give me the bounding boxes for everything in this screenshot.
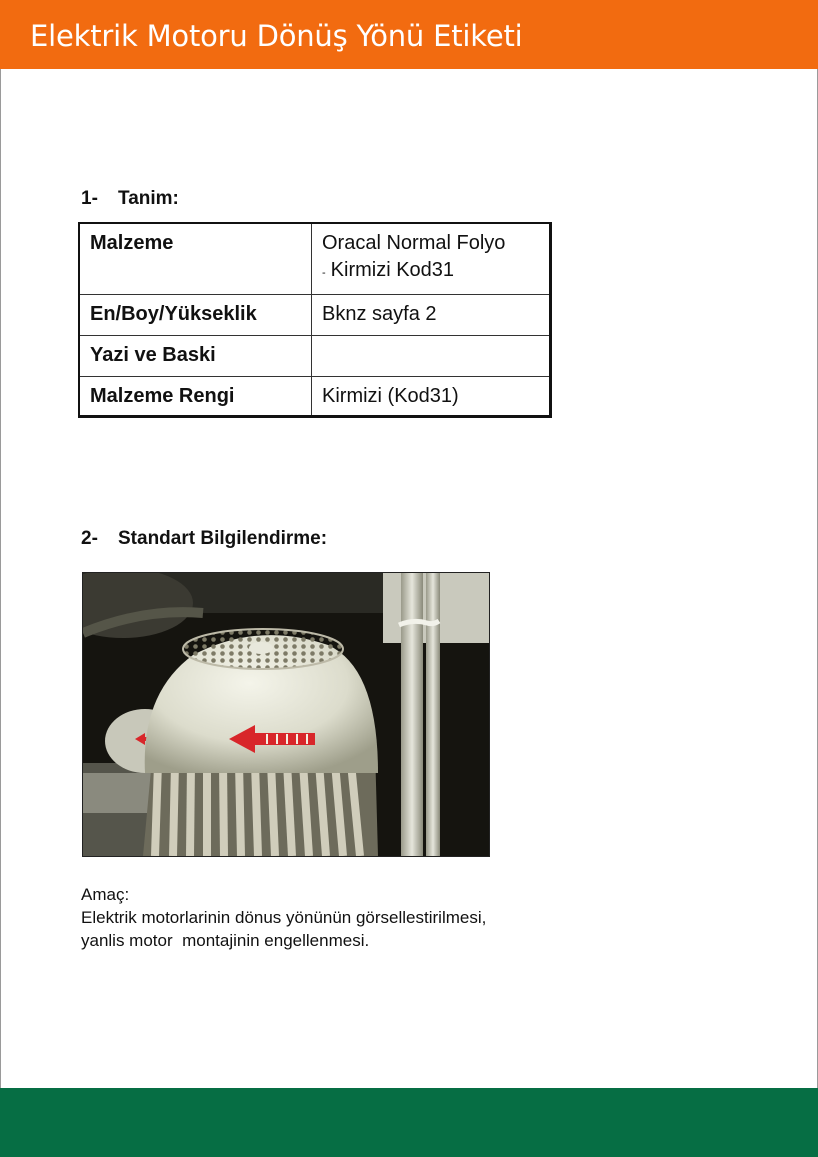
table-value-cell: Bknz sayfa 2 — [312, 295, 551, 336]
table-row — [79, 295, 551, 336]
table-key-cell: En/Boy/Yükseklik — [79, 295, 312, 336]
table-row — [79, 223, 551, 295]
section-2-heading — [81, 528, 327, 550]
table-key-cell: Malzeme — [79, 223, 312, 295]
table-value-cell: Kirmizi (Kod31) — [312, 377, 551, 417]
purpose-label: Amaç: — [81, 885, 130, 904]
table-key-cell: Malzeme Rengi — [79, 377, 312, 417]
page-title: Elektrik Motoru Dönüş Yönü Etiketi — [30, 19, 523, 53]
section-2-number: 2- — [81, 528, 98, 549]
section-2-title: Standart Bilgilendirme: — [118, 528, 328, 549]
motor-photo — [82, 572, 490, 857]
value-line-1: Oracal Normal Folyo — [322, 232, 506, 254]
header-bar — [0, 0, 818, 69]
value-dash: - — [322, 267, 326, 279]
section-1-title: Tanim: — [118, 188, 179, 209]
table-value-cell — [312, 223, 551, 295]
spec-table — [78, 222, 552, 418]
value-line-2: Kirmizi Kod31 — [330, 259, 455, 281]
table-value-cell — [312, 336, 551, 377]
motor-illustration — [83, 573, 489, 856]
value-line-2-wrap — [322, 259, 539, 282]
section-1-number: 1- — [81, 188, 98, 209]
footer-bar — [0, 1088, 818, 1157]
table-key-cell: Yazi ve Baski — [79, 336, 312, 377]
purpose-note — [81, 883, 486, 952]
purpose-line-1: Elektrik motorlarinin dönus yönünün görsellestirilmesi, — [81, 908, 487, 927]
section-1-heading — [81, 188, 179, 210]
purpose-line-2: yanlis motor montajinin engellenmesi. — [81, 931, 370, 950]
table-row — [79, 336, 551, 377]
table-row — [79, 377, 551, 417]
